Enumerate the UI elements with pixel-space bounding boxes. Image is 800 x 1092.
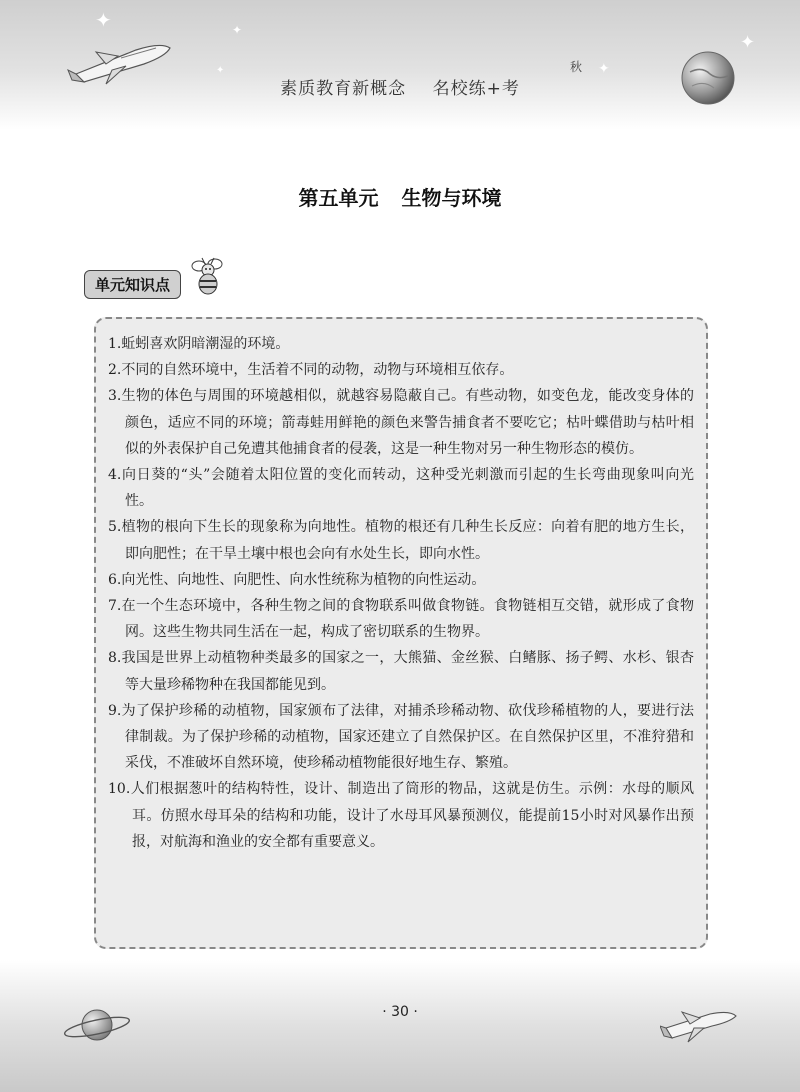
list-item: 4.向日葵的“头”会随着太阳位置的变化而转动，这种受光刺激而引起的生长弯曲现象叫向光性。: [108, 467, 694, 510]
sparkle-icon: ✦: [740, 32, 756, 53]
list-item: 8.我国是世界上动植物种类最多的国家之一，大熊猫、金丝猴、白鳍豚、扬子鳄、水杉、银杏等大量珍稀物种在我国都能见到。: [108, 650, 694, 693]
list-item: 7.在一个生态环境中，各种生物之间的食物联系叫做食物链。食物链相互交错，就形成了食物网。这些生物共同生活在一起，构成了密切联系的生物界。: [108, 598, 694, 641]
sparkle-icon: ✦: [216, 65, 225, 76]
sparkle-icon: ✦: [95, 8, 112, 32]
bee-mascot-icon: [190, 256, 226, 296]
unit-number: 第五单元: [298, 186, 379, 210]
list-item: 5.植物的根向下生长的现象称为向地性。植物的根还有几种生长反应：向着有肥的地方生长，即向肥性；在干旱土壤中根也会向有水处生长，即向水性。: [108, 519, 694, 562]
unit-title: 生物与环境: [401, 186, 502, 210]
list-item: 6.向光性、向地性、向肥性、向水性统称为植物的向性运动。: [108, 571, 486, 588]
list-item: 10.人们根据葱叶的结构特性，设计、制造出了筒形的物品，这就是仿生。示例：水母的顺风耳。仿照水母耳朵的结构和功能，设计了水母耳风暴预测仪，能提前15小时对风暴作出预报，对航海和渔业的安全都有重要意义。: [108, 781, 694, 850]
page-number: · 30 ·: [382, 1004, 418, 1020]
list-item: 9.为了保护珍稀的动植物，国家颁布了法律，对捕杀珍稀动物、砍伐珍稀植物的人，要进行法律制裁。为了保护珍稀的动植物，国家还建立了自然保护区。在自然保护区里，不准狩猎和采伐，不准破坏自然环境，使珍稀动植物能很好地生存、繁殖。: [108, 702, 694, 772]
chapter-title: [0, 182, 800, 211]
series-name: 素质教育新概念: [280, 79, 407, 99]
season-label: 秋: [570, 60, 583, 74]
list-item: 2.不同的自然环境中，生活着不同的动物，动物与环境相互依存。: [108, 362, 514, 379]
list-item: 1.蚯蚓喜欢阴暗潮湿的环境。: [108, 336, 290, 352]
list-item: 3.生物的体色与周围的环境越相似，就越容易隐蔽自己。有些动物，如变色龙，能改变身体的颜色，适应不同的环境；箭毒蛙用鲜艳的颜色来警告捕食者不要吃它；枯叶蝶借助与枯叶相似的外表保护自己免遭其他捕食者的侵袭，这是一种生物对另一种生物形态的模仿。: [108, 388, 694, 457]
sparkle-icon: ✦: [232, 23, 243, 37]
knowledge-list: [108, 331, 694, 855]
series-tagline: 名校练+考: [432, 79, 520, 99]
section-label: 单元知识点: [84, 270, 181, 299]
series-header: [0, 74, 800, 99]
sparkle-icon: ✦: [598, 61, 610, 77]
